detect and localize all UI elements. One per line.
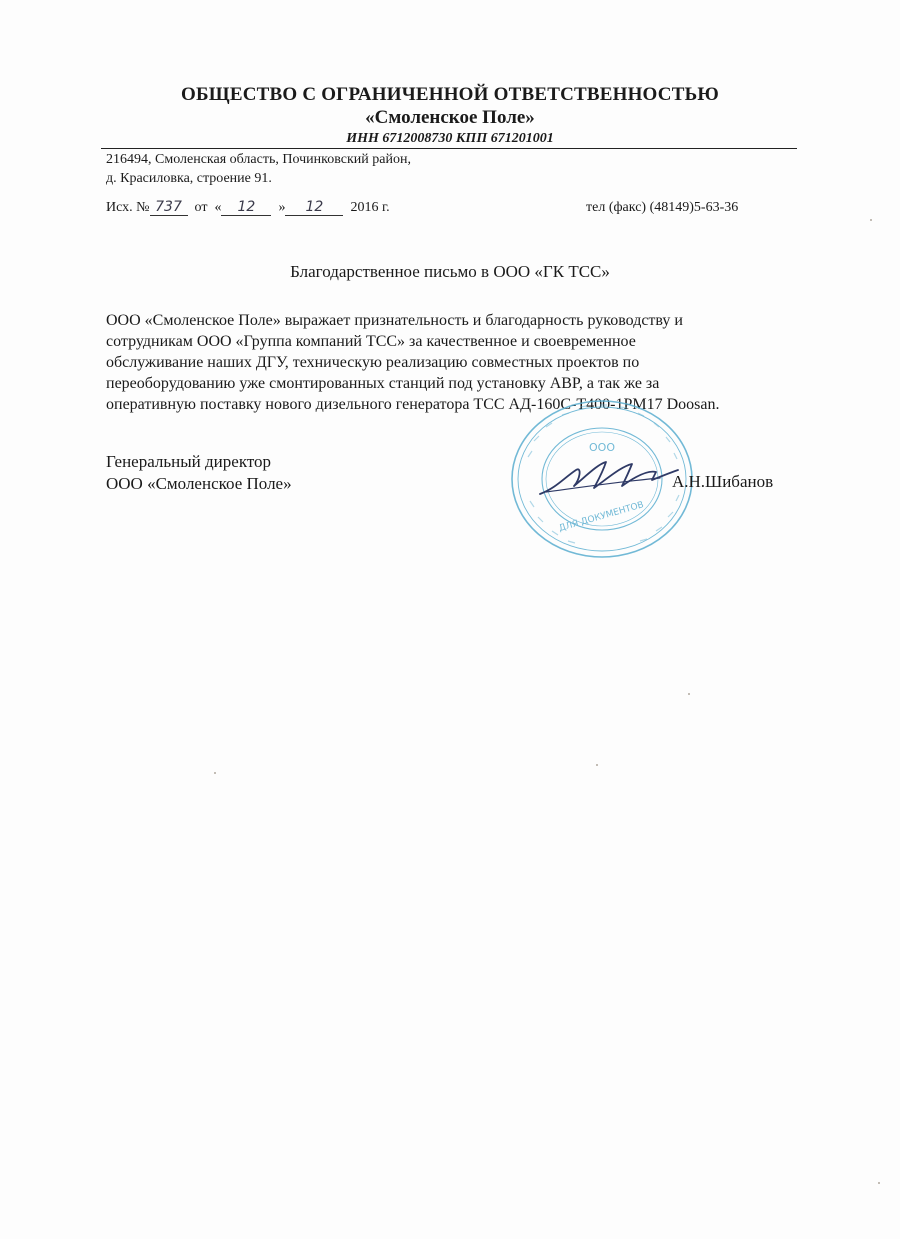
scan-speck — [878, 1182, 880, 1184]
letter-title: Благодарственное письмо в ООО «ГК ТСС» — [290, 262, 610, 281]
date-month: 12 — [285, 200, 343, 216]
signer-name: А.Н.Шибанов — [672, 472, 774, 491]
body-line: обслуживание наших ДГУ, техническую реализацию совместных проектов по — [106, 354, 640, 371]
header-rule — [101, 148, 797, 149]
close-quote: » — [278, 200, 286, 215]
date-day: 12 — [221, 200, 271, 216]
outgoing-prefix: Исх. № — [106, 200, 150, 215]
address-line-1: 216494, Смоленская область, Починковский район, — [106, 152, 411, 167]
scan-speck — [870, 219, 872, 221]
date-from-label: от — [194, 200, 208, 215]
body-line: оперативную поставку нового дизельного генератора ТСС АД-160С-Т400-1РМ17 Doosan. — [106, 396, 720, 413]
org-legal-form: ОБЩЕСТВО С ОГРАНИЧЕННОЙ ОТВЕТСТВЕННОСТЬЮ — [181, 84, 719, 105]
org-name: «Смоленское Поле» — [365, 107, 535, 128]
signer-organization: ООО «Смоленское Поле» — [106, 474, 292, 493]
body-line: переоборудованию уже смонтированных станций под установку АВР, а так же за — [106, 375, 660, 392]
date-year: 2016 г. — [350, 200, 390, 215]
inn-kpp: ИНН 6712008730 КПП 671201001 — [346, 131, 554, 146]
phone-fax: тел (факс) (48149)5-63-36 — [586, 200, 739, 215]
stamp-bottom-text: ДЛЯ ДОКУМЕНТОВ — [557, 500, 646, 534]
stamp-center-text: ООО — [589, 441, 615, 454]
body-line: ООО «Смоленское Поле» выражает признательность и благодарность руководству и — [106, 312, 683, 329]
outgoing-number-line — [106, 200, 390, 216]
scan-speck — [688, 693, 690, 695]
signer-role: Генеральный директор — [106, 452, 272, 471]
scan-speck — [596, 764, 598, 766]
outgoing-number: 737 — [150, 200, 188, 216]
scan-speck — [214, 772, 216, 774]
address-line-2: д. Красиловка, строение 91. — [106, 171, 272, 186]
body-line: сотрудникам ООО «Группа компаний ТСС» за качественное и своевременное — [106, 333, 636, 350]
handwritten-signature — [536, 458, 682, 502]
open-quote: « — [214, 200, 222, 215]
